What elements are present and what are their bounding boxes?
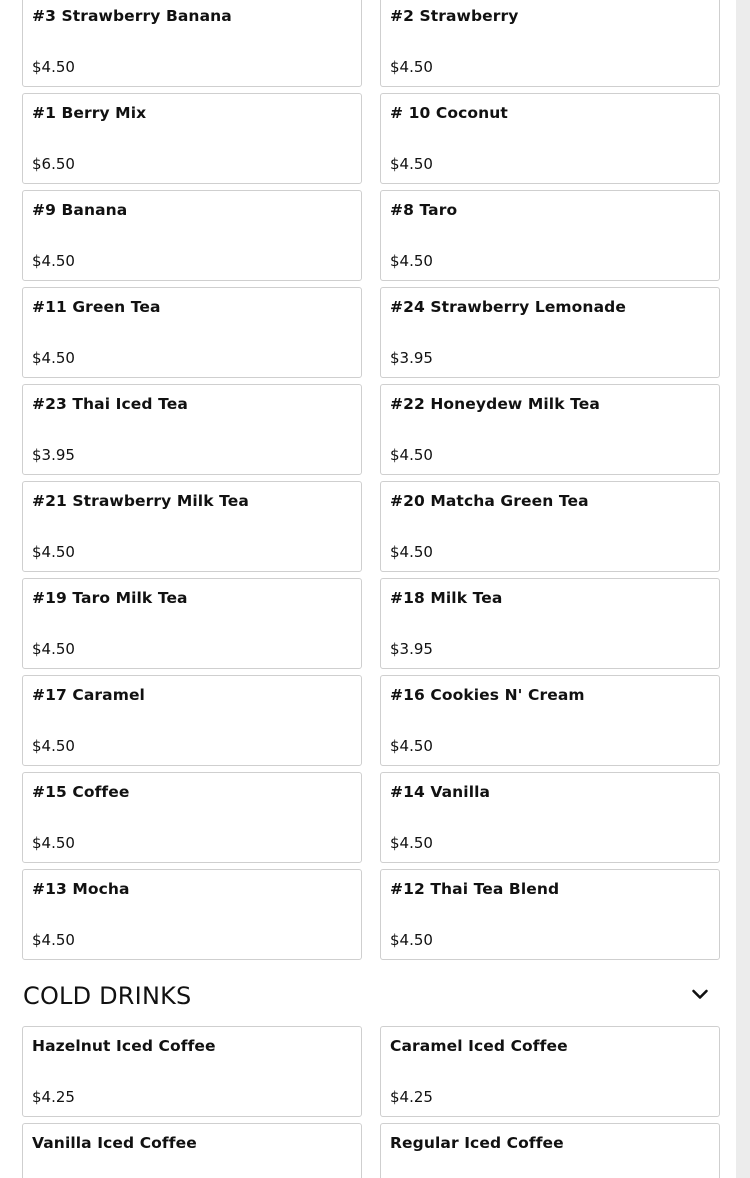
menu-item-price: $4.50 <box>32 543 75 561</box>
menu-item-price: $4.50 <box>390 155 433 173</box>
menu-item-grid <box>22 0 720 960</box>
menu-item-name: # 10 Coconut <box>390 104 508 122</box>
menu-item-name: #20 Matcha Green Tea <box>390 492 589 510</box>
menu-item-price: $4.50 <box>390 252 433 270</box>
menu-item-name: #11 Green Tea <box>32 298 161 316</box>
menu-item-name: #17 Caramel <box>32 686 145 704</box>
menu-item-price: $4.50 <box>32 737 75 755</box>
menu-item-price: $4.50 <box>390 58 433 76</box>
menu-item-price: $4.50 <box>32 834 75 852</box>
menu-item-card[interactable] <box>22 772 362 863</box>
menu-item-name: #21 Strawberry Milk Tea <box>32 492 249 510</box>
menu-item-card[interactable] <box>380 93 720 184</box>
menu-item-card[interactable] <box>380 675 720 766</box>
menu-item-card[interactable] <box>380 869 720 960</box>
menu-item-card[interactable] <box>380 481 720 572</box>
menu-item-name: Vanilla Iced Coffee <box>32 1134 197 1152</box>
menu-item-price: $6.50 <box>32 155 75 173</box>
menu-item-card[interactable] <box>22 869 362 960</box>
menu-item-name: #23 Thai Iced Tea <box>32 395 188 413</box>
menu-item-card[interactable] <box>380 1026 720 1117</box>
menu-item-name: Caramel Iced Coffee <box>390 1037 568 1055</box>
menu-item-card[interactable] <box>22 287 362 378</box>
menu-item-card[interactable] <box>380 190 720 281</box>
menu-item-card[interactable] <box>22 190 362 281</box>
chevron-down-icon[interactable] <box>688 982 712 1006</box>
menu-item-name: Hazelnut Iced Coffee <box>32 1037 216 1055</box>
menu-item-card[interactable] <box>22 675 362 766</box>
menu-item-card[interactable] <box>380 384 720 475</box>
menu-item-card[interactable] <box>22 481 362 572</box>
menu-item-card[interactable] <box>380 0 720 87</box>
menu-item-price: $4.50 <box>390 543 433 561</box>
menu-item-price: $4.50 <box>390 834 433 852</box>
menu-item-name: #18 Milk Tea <box>390 589 503 607</box>
menu-item-name: #19 Taro Milk Tea <box>32 589 188 607</box>
cold-drinks-grid <box>22 1026 720 1178</box>
menu-item-price: $4.50 <box>390 931 433 949</box>
menu-item-name: #1 Berry Mix <box>32 104 147 122</box>
menu-item-price: $4.50 <box>32 931 75 949</box>
menu-item-card[interactable] <box>380 578 720 669</box>
menu-item-price: $4.50 <box>390 446 433 464</box>
cold-drinks-section-header[interactable] <box>22 978 720 1014</box>
menu-item-name: #14 Vanilla <box>390 783 491 801</box>
menu-item-name: #12 Thai Tea Blend <box>390 880 560 898</box>
menu-item-card[interactable] <box>22 93 362 184</box>
menu-item-name: Regular Iced Coffee <box>390 1134 564 1152</box>
menu-item-card[interactable] <box>22 1123 362 1178</box>
menu-item-name: #15 Coffee <box>32 783 130 801</box>
menu-item-name: #8 Taro <box>390 201 458 219</box>
menu-item-name: #9 Banana <box>32 201 128 219</box>
menu-item-name: #13 Mocha <box>32 880 130 898</box>
menu-item-price: $4.25 <box>32 1088 75 1106</box>
menu-item-price: $4.50 <box>32 640 75 658</box>
menu-item-price: $4.25 <box>390 1088 433 1106</box>
menu-item-price: $4.50 <box>32 58 75 76</box>
menu-item-card[interactable] <box>22 578 362 669</box>
menu-item-price: $4.50 <box>32 252 75 270</box>
menu-item-card[interactable] <box>22 0 362 87</box>
menu-item-name: #16 Cookies N' Cream <box>390 686 585 704</box>
menu-item-price: $4.50 <box>32 349 75 367</box>
menu-item-price: $3.95 <box>390 640 433 658</box>
section-title: COLD DRINKS <box>23 982 192 1010</box>
menu-item-price: $4.50 <box>390 737 433 755</box>
menu-item-card[interactable] <box>22 384 362 475</box>
menu-item-name: #24 Strawberry Lemonade <box>390 298 626 316</box>
scrollbar[interactable] <box>736 0 750 1178</box>
menu-item-name: #2 Strawberry <box>390 7 519 25</box>
menu-item-name: #22 Honeydew Milk Tea <box>390 395 600 413</box>
menu-item-price: $3.95 <box>32 446 75 464</box>
menu-item-card[interactable] <box>380 287 720 378</box>
menu-item-name: #3 Strawberry Banana <box>32 7 232 25</box>
menu-item-card[interactable] <box>380 772 720 863</box>
menu-item-card[interactable] <box>380 1123 720 1178</box>
menu-item-card[interactable] <box>22 1026 362 1117</box>
menu-item-price: $3.95 <box>390 349 433 367</box>
